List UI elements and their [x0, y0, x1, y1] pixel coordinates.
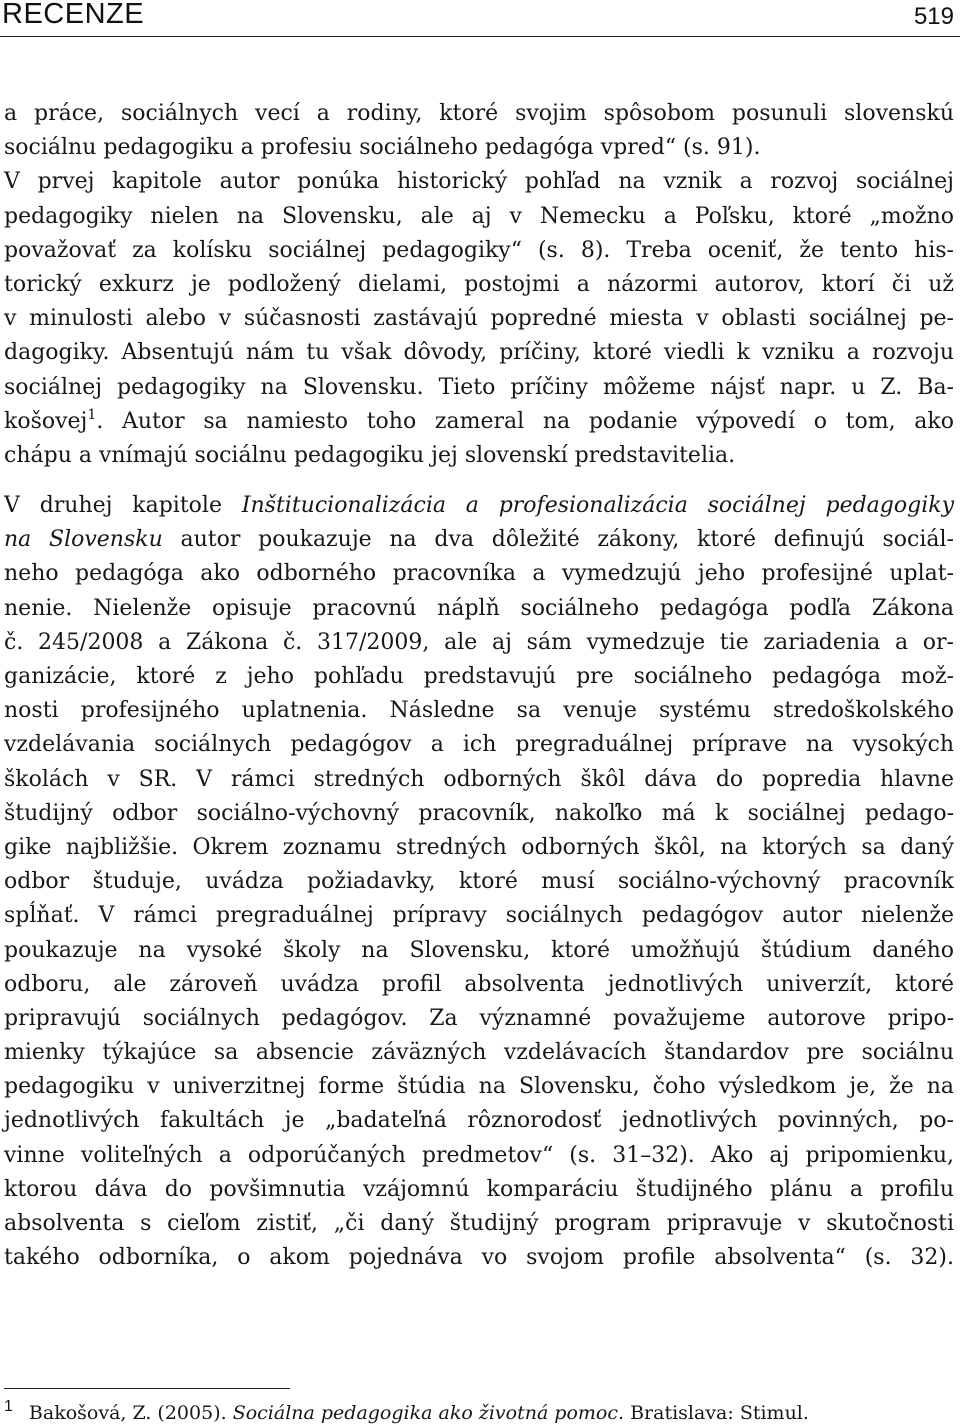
text-line: odbor študuje, uvádza požiadavky, ktoré musí sociálno-výchovný pracovník — [4, 869, 954, 895]
text-segment: V druhej kapitole — [4, 493, 242, 519]
paragraph-2 — [4, 165, 954, 473]
footnote-reference[interactable]: 1 — [87, 406, 97, 423]
footnote-title: Sociálna pedagogika ako životná pomoc. — [232, 1402, 625, 1424]
text-line: pedagogiky nielen na Slovensku, ale aj v Nemecku a Poľsku, ktoré „možno — [4, 203, 954, 229]
text-line: poukazuje na vysoké školy na Slovensku, ktoré umožňujú štúdium daného — [4, 937, 954, 963]
text-line: spĺňať. V rámci pregraduálnej prípravy sociálnych pedagógov autor nielenže — [4, 903, 954, 929]
text-line: nenie. Nielenže opisuje pracovnú náplň sociálneho pedagóga podľa Zákona — [4, 595, 954, 621]
text-line: V prvej kapitole autor ponúka historický pohľad na vznik a rozvoj sociálnej — [4, 169, 954, 195]
page-number: 519 — [913, 3, 954, 30]
text-line: absolventa s cieľom zistiť, „či daný študijný program pripravuje v skutočnosti — [4, 1211, 954, 1236]
text-line: a práce, sociálnych vecí a rodiny, ktoré svojim spôsobom posunuli slovenskú — [4, 101, 954, 126]
text-line: jednotlivých fakultách je „badateľná rôznorodosť jednotlivých povinných, po- — [4, 1108, 954, 1134]
text-line: gike najbližšie. Okrem zoznamu stredných odborných škôl, na ktorých sa daný — [4, 834, 954, 860]
text-line: pedagogiku v univerzitnej forme štúdia na Slovensku, čoho výsledkom je, že na — [4, 1074, 954, 1100]
text-line: dagogiky. Absentujú nám tu však dôvody, príčiny, ktoré viedli k vzniku a rozvoju — [4, 340, 954, 366]
text-line: pripravujú sociálnych pedagógov. Za významné považujeme autorove pripo- — [4, 1005, 954, 1031]
article-body — [4, 97, 954, 1310]
text-line — [4, 1275, 954, 1309]
text-line: vinne voliteľných a odporúčaných predmetov“ (s. 31–32). Ako aj pripomienku, — [4, 1142, 954, 1168]
text-segment: . Autor sa namiesto toho zameral na podanie výpovedí o tom, ako — [96, 408, 954, 434]
text-line: torický exkurz je podložený dielami, postojmi a názormi autorov, ktorí či už — [4, 271, 954, 297]
footnote-author: Bakošová, Z. (2005). — [28, 1402, 233, 1424]
footnote-separator — [4, 1388, 290, 1389]
text-line: považovať za kolísku sociálnej pedagogiky“ (s. 8). Treba oceniť, že tento his- — [4, 237, 954, 263]
text-line: nosti profesijného uplatnenia. Následne sa venuje systému stredoškolského — [4, 698, 954, 724]
section-title: RECENZE — [2, 0, 145, 30]
text-line: mienky týkajúce sa absencie záväzných vzdelávacích štandardov pre sociálnu — [4, 1040, 954, 1066]
text-line — [4, 405, 954, 439]
text-line — [4, 523, 954, 557]
text-segment: košovej — [4, 408, 88, 434]
text-line: č. 245/2008 a Zákona č. 317/2009, ale aj sám vymedzuje tie zariadenia a or- — [4, 629, 954, 655]
text-line — [4, 489, 954, 523]
text-line: chápu a vnímajú sociálnu pedagogiku jej slovenskí predstavitelia. — [4, 442, 736, 468]
footnote-publisher: Bratislava: Stimul. — [624, 1402, 809, 1424]
text-segment: autor poukazuje na dva dôležité zákony, ktoré definujú sociál- — [162, 527, 954, 553]
text-line: takého odborníka, o akom pojednáva vo svojom profile absolventa“ (s. 32). — [4, 1245, 954, 1271]
text-line: školách v SR. V rámci stredných odborných škôl dáva do popredia hlavne — [4, 766, 954, 792]
text-line: vzdelávania sociálnych pedagógov a ich pregraduálnej príprave na vysokých — [4, 732, 954, 758]
text-line: odboru, ale zároveň uvádza profil absolventa jednotlivých univerzít, ktoré — [4, 971, 954, 997]
chapter-title: Inštitucionalizácia a profesionalizácia sociálnej pedagogiky — [241, 493, 954, 519]
text-line: sociálnu pedagogiku a profesiu sociálneho pedagóga vpred“ (s. 91). — [4, 135, 761, 161]
text-line: v minulosti alebo v súčasnosti zastávajú popredné miesta v oblasti sociálnej pe- — [4, 306, 954, 332]
footnote — [4, 1398, 809, 1424]
text-line: študijný odbor sociálno-výchovný pracovník, nakoľko má k sociálnej pedago- — [4, 800, 954, 826]
text-line: sociálnej pedagogiky na Slovensku. Tieto príčiny môžeme nájsť napr. u Z. Ba- — [4, 374, 954, 400]
running-header — [0, 0, 960, 37]
text-line: neho pedagóga ako odborného pracovníka a vymedzujú jeho profesijné uplat- — [4, 561, 954, 587]
text-line: ganizácie, ktoré z jeho pohľadu predstavujú pre sociálneho pedagóga mož- — [4, 664, 954, 689]
paragraph-3 — [4, 489, 954, 1310]
chapter-title-continued: na Slovensku — [4, 527, 163, 553]
footnote-number: 1 — [4, 1398, 13, 1415]
text-line: ktorou dáva do povšimnutia vzájomnú komparáciu študijného plánu a profilu — [4, 1176, 954, 1202]
paragraph-1 — [4, 97, 954, 165]
